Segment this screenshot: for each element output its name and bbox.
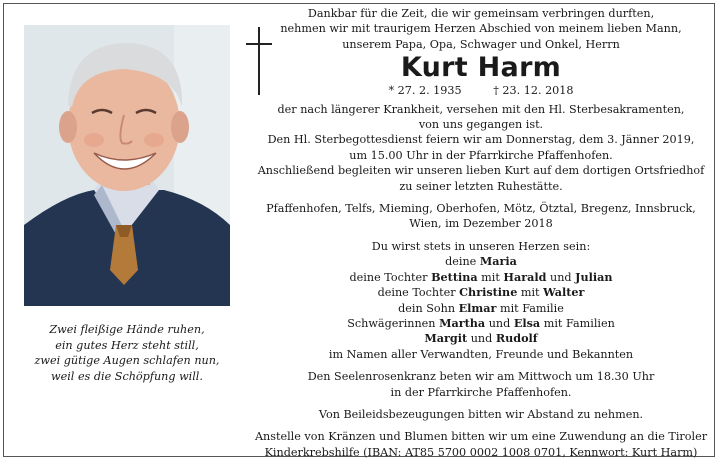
notice-line: Anschließend begleiten wir unseren lieben Kurt auf dem dortigen Ortsfriedhof — [257, 164, 705, 178]
donation-line: Kinderkrebshilfe (IBAN: AT85 5700 0002 1008 0701, Kennwort: Kurt Harm) — [264, 445, 698, 459]
family-line: deine Maria — [445, 254, 517, 269]
family-line: dein Sohn Elmar mit Familie — [398, 300, 564, 315]
notice-line: um 15.00 Uhr in der Pfarrkirche Pfaffenhofen. — [349, 148, 613, 162]
death-date: † 23. 12. 2018 — [493, 84, 574, 98]
poem-line: Zwei fleißige Hände ruhen, — [49, 323, 205, 336]
notice-line: Den Hl. Sterbegottesdienst feiern wir am Donnerstag, dem 3. Jänner 2019, — [267, 133, 695, 147]
family-line: deine Tochter Christine mit Walter — [377, 285, 585, 300]
birth-date: * 27. 2. 1935 — [388, 84, 462, 98]
poem-line: weil es die Schöpfung will. — [51, 369, 203, 383]
intro-line: Dankbar für die Zeit, die wir gemeinsam verbringen durften, — [307, 7, 655, 20]
family-line: im Namen aller Verwandten, Freunde und Bekannten — [328, 347, 634, 361]
life-dates — [246, 83, 716, 98]
rosary-line: in der Pfarrkirche Pfaffenhofen. — [390, 385, 572, 399]
obituary-text — [246, 6, 716, 460]
poem — [18, 322, 236, 384]
condolence-line: Von Beileidsbezeugungen bitten wir Abstand zu nehmen. — [318, 407, 644, 421]
places-line: Wien, im Dezember 2018 — [409, 217, 553, 231]
family-line: Schwägerinnen Martha und Elsa mit Familien — [347, 315, 615, 330]
donation-line: Anstelle von Kränzen und Blumen bitten wir um eine Zuwendung an die Tiroler — [254, 430, 708, 444]
places-line: Pfaffenhofen, Telfs, Mieming, Oberhofen, Mötz, Ötztal, Bregenz, Innsbruck, — [266, 202, 696, 216]
deceased-name: Kurt Harm — [400, 52, 562, 84]
poem-line: ein gutes Herz steht still, — [55, 338, 199, 352]
family-lead: Du wirst stets in unseren Herzen sein: — [371, 239, 591, 253]
family-line: deine Tochter Bettina mit Harald und Julian — [349, 269, 613, 284]
portrait-photo — [24, 25, 230, 306]
notice-line: zu seiner letzten Ruhestätte. — [399, 179, 563, 193]
notice-line: von uns gegangen ist. — [418, 118, 544, 132]
poem-line: zwei gütige Augen schlafen nun, — [34, 354, 220, 368]
family-line: Margit und Rudolf — [424, 331, 538, 346]
notice-line: der nach längerer Krankheit, versehen mit den Hl. Sterbesakramenten, — [277, 102, 685, 116]
rosary-line: Den Seelenrosenkranz beten wir am Mittwoch um 18.30 Uhr — [307, 370, 655, 384]
intro-line: nehmen wir mit traurigem Herzen Abschied von meinem lieben Mann, — [280, 22, 682, 36]
intro-line: unserem Papa, Opa, Schwager und Onkel, Herrn — [342, 37, 620, 51]
